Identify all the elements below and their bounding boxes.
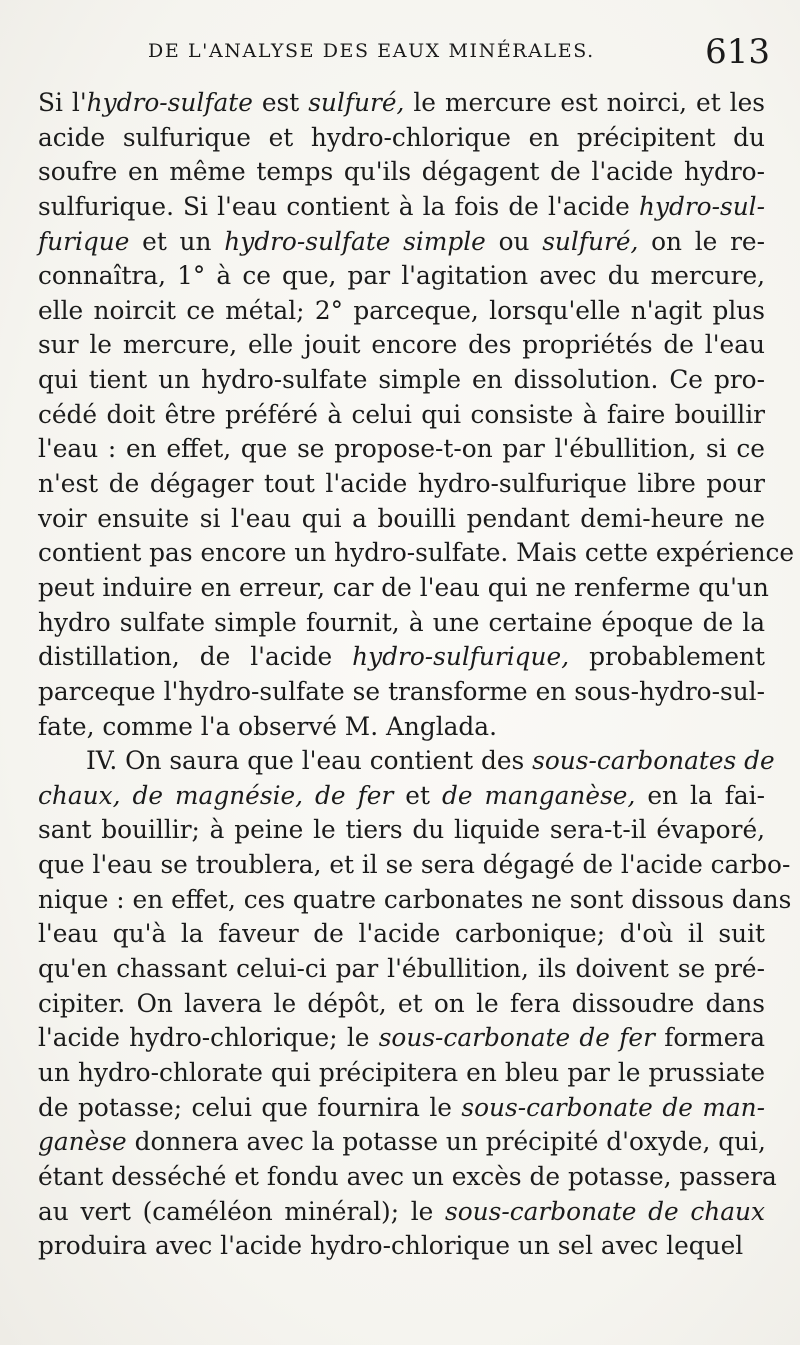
text-run: sant bouillir; à peine le tiers du liquide sera-t-il évaporé, xyxy=(38,815,765,845)
text-line xyxy=(38,86,765,121)
text-line xyxy=(38,155,765,190)
italic-run: de manganèse, xyxy=(441,780,636,810)
text-run: et un xyxy=(129,226,225,256)
text-line xyxy=(38,952,765,987)
text-line xyxy=(38,640,765,675)
text-line xyxy=(38,432,765,467)
text-run: n'est de dégager tout l'acide hydro-sulfurique libre pour xyxy=(38,469,765,499)
text-run: en la fai- xyxy=(635,780,765,810)
text-run: l'eau qu'à la faveur de l'acide carbonique; d'où il suit xyxy=(38,919,765,949)
paragraph-1 xyxy=(38,86,795,744)
text-line xyxy=(38,225,765,260)
italic-run: hydro-sulfate simple xyxy=(224,226,486,256)
running-head: DE L'ANALYSE DES EAUX MINÉRALES. xyxy=(148,40,595,62)
text-line xyxy=(38,1056,765,1091)
text-run: fate, comme l'a observé M. Anglada. xyxy=(38,711,497,741)
text-run: le mercure est noirci, et les xyxy=(404,88,765,117)
text-line xyxy=(38,398,765,433)
italic-run: ganèse xyxy=(38,1127,127,1157)
text-run: peut induire en erreur, car de l'eau qui ne renferme qu'un xyxy=(38,572,769,602)
italic-run: hydro-sulfurique, xyxy=(352,642,570,672)
text-run: elle noircit ce métal; 2° parceque, lorsqu'elle n'agit plus xyxy=(38,295,765,325)
text-line xyxy=(38,1125,765,1160)
text-line xyxy=(38,121,765,156)
text-run: au vert (caméléon minéral); le xyxy=(38,1196,446,1226)
text-run: on le re- xyxy=(638,226,765,256)
text-line xyxy=(38,190,765,225)
text-run: ou xyxy=(485,226,543,256)
text-line xyxy=(38,1195,765,1230)
text-run: l'acide hydro-chlorique; le xyxy=(38,1023,379,1053)
text-line xyxy=(38,1091,765,1126)
text-run: un hydro-chlorate qui précipitera en bleu par le prussiate xyxy=(38,1057,765,1087)
text-run: hydro sulfate simple fournit, à une certaine époque de la xyxy=(38,607,765,637)
text-run: connaîtra, 1° à ce que, par l'agitation avec du mercure, xyxy=(38,261,765,291)
text-line xyxy=(38,1160,777,1195)
text-line xyxy=(38,813,765,848)
page-number: 613 xyxy=(705,32,770,72)
text-line xyxy=(38,259,765,294)
text-line xyxy=(38,883,792,918)
italic-run: hydro-sulfate xyxy=(86,88,253,117)
text-line xyxy=(38,294,765,329)
text-run: l'eau : en effet, que se propose-t-on par l'ébullition, si ce xyxy=(38,434,765,464)
text-run: sulfurique. Si l'eau contient à la fois de l'acide xyxy=(38,191,639,221)
text-run: voir ensuite si l'eau qui a bouilli pendant demi-heure ne xyxy=(38,503,765,533)
text-line xyxy=(38,606,765,641)
text-line xyxy=(38,536,795,571)
text-run: soufre en même temps qu'ils dégagent de l'acide hydro- xyxy=(38,157,765,187)
text-run: cédé doit être préféré à celui qui consiste à faire bouillir xyxy=(38,399,765,429)
text-run: étant desséché et fondu avec un excès de potasse, passera xyxy=(38,1161,777,1191)
text-run: qui tient un hydro-sulfate simple en dissolution. Ce pro- xyxy=(38,365,765,395)
text-line xyxy=(38,779,765,814)
text-run: parceque l'hydro-sulfate se transforme en sous-hydro-sul- xyxy=(38,676,765,706)
page-body xyxy=(38,86,795,1264)
text-run: de potasse; celui que fournira le xyxy=(38,1092,462,1122)
text-line xyxy=(38,363,765,398)
text-run: et xyxy=(393,780,442,810)
text-run: formera xyxy=(654,1023,766,1053)
text-line xyxy=(38,1229,765,1264)
text-run: distillation, de l'acide xyxy=(38,642,353,672)
text-run: sur le mercure, elle jouit encore des propriétés de l'eau xyxy=(38,330,765,360)
text-run: acide sulfurique et hydro-chlorique en précipitent du xyxy=(38,122,765,152)
text-line xyxy=(38,987,765,1022)
italic-run: sous-carbonate de fer xyxy=(378,1023,655,1053)
text-run: Si l' xyxy=(38,88,87,117)
paragraph-2 xyxy=(38,744,792,1264)
text-line xyxy=(38,675,765,710)
text-line xyxy=(38,917,765,952)
italic-run: sulfuré, xyxy=(308,88,405,117)
text-run: est xyxy=(252,88,309,117)
text-run: que l'eau se troublera, et il se sera dégagé de l'acide carbo- xyxy=(38,850,791,880)
text-line xyxy=(38,467,765,502)
text-line xyxy=(38,502,765,537)
text-line xyxy=(38,848,791,883)
text-line xyxy=(38,571,769,606)
italic-run: sous-carbonate de man- xyxy=(461,1092,765,1122)
text-run: donnera avec la potasse un précipité d'oxyde, qui, xyxy=(126,1127,766,1157)
text-run: qu'en chassant celui-ci par l'ébullition, ils doivent se pré- xyxy=(38,954,765,984)
italic-run: hydro-sul- xyxy=(638,191,765,221)
italic-run: sous-carbonates de xyxy=(532,746,775,776)
text-run: contient pas encore un hydro-sulfate. Mais cette expérience xyxy=(38,538,795,568)
text-line xyxy=(38,744,775,779)
text-line xyxy=(38,328,765,363)
text-run: nique : en effet, ces quatre carbonates ne sont dissous dans xyxy=(38,884,792,914)
italic-run: sulfuré, xyxy=(542,226,639,256)
text-line xyxy=(38,710,765,745)
text-run: IV. On saura que l'eau contient des xyxy=(86,746,533,776)
italic-run: chaux, de magnésie, de fer xyxy=(38,780,394,810)
italic-run: furique xyxy=(38,226,130,256)
text-run: probablement xyxy=(569,642,765,672)
italic-run: sous-carbonate de chaux xyxy=(445,1196,766,1226)
page-header xyxy=(40,32,772,86)
text-run: produira avec l'acide hydro-chlorique un sel avec lequel xyxy=(38,1231,744,1261)
text-line xyxy=(38,1021,765,1056)
text-run: cipiter. On lavera le dépôt, et on le fera dissoudre dans xyxy=(38,988,765,1018)
